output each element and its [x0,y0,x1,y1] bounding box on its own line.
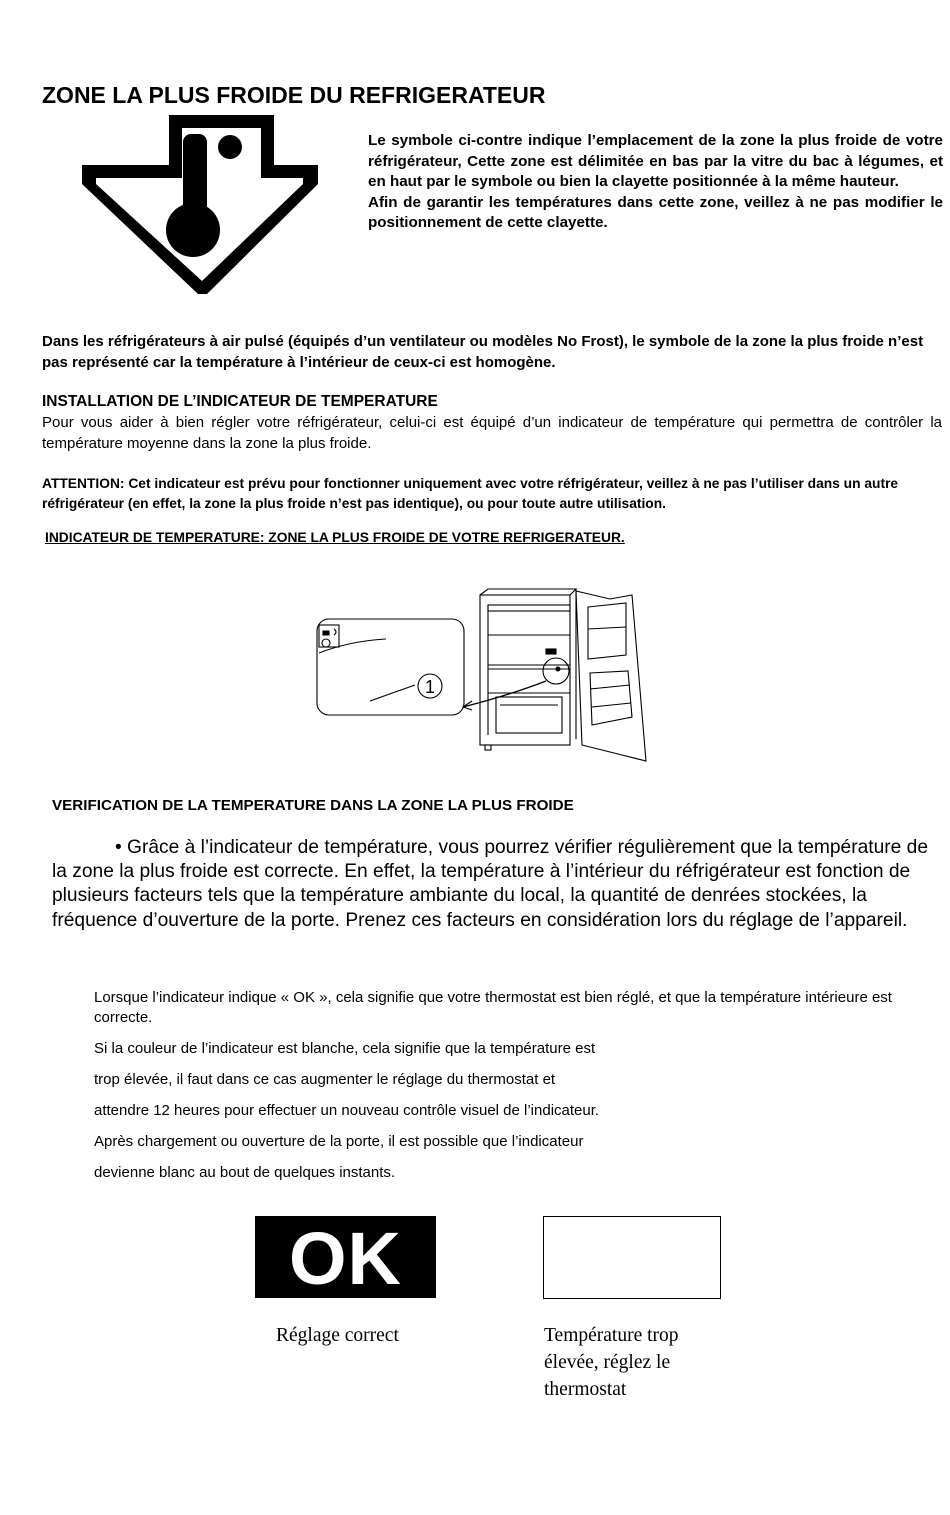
white-caption-line: Température trop [544,1325,679,1346]
ok-indicator-caption: Réglage correct [276,1325,399,1346]
white-explanation-line-1: Si la couleur de l’indicateur est blanche, cela signifie que la température est [94,1040,596,1057]
ok-explanation: Lorsque l’indicateur indique « OK », cela signifie que votre thermostat est bien réglé, et que la température intérieure est correcte. [94,989,892,1026]
page-title: ZONE LA PLUS FROIDE DU REFRIGERATEUR [42,82,546,108]
intro-paragraph-warning: Afin de garantir les températures dans cette zone, veillez à ne pas modifier le positionnement de cette clayette. [368,193,943,231]
white-explanation-line-4: Après chargement ou ouverture de la porte, il est possible que l’indicateur [94,1133,584,1150]
fridge-indicator-illustration [310,585,660,770]
intro-paragraph: Le symbole ci-contre indique l’emplacement de la zone la plus froide de votre réfrigérateur, Cette zone est délimitée en bas par la vitre du bac à légumes, et en haut par le symbole ou bien la clayette positionnée à la même hauteur. [368,132,943,190]
white-explanation-line-3: attendre 12 heures pour effectuer un nouveau contrôle visuel de l’indicateur. [94,1102,600,1119]
coldest-zone-symbol-icon [76,110,326,300]
installation-text: Pour vous aider à bien régler votre réfrigérateur, celui-ci est équipé d’un indicateur de température qui permettra de contrôler la température moyenne dans la zone la plus froide. [42,414,942,452]
verification-body: • Grâce à l’indicateur de température, vous pourrez vérifier régulièrement que la température de la zone la plus froide est correcte. En effet, la température à l’intérieur du réfrigérateur est fonction de plusieurs facteurs tels que la température ambiante du local, la quantité de denrées stockées, la fréquence d’ouverture de la porte. Prenez ces facteurs en considération lors du réglage de l’appareil. [52,837,929,931]
indicator-figure-heading: INDICATEUR DE TEMPERATURE: ZONE LA PLUS FROIDE DE VOTRE REFRIGERATEUR. [45,530,625,545]
white-indicator-caption [544,1322,679,1403]
white-indicator [543,1216,721,1299]
white-caption-line: élevée, réglez le [544,1352,671,1373]
attention-note: ATTENTION: Cet indicateur est prévu pour fonctionner uniquement avec votre réfrigérateur, veillez à ne pas l’utiliser dans un autre réfrigérateur (en effet, la zone la plus froide n’est pas identique), ou pour toute autre utilisation. [42,476,899,511]
coldest-zone-intro [368,131,943,234]
verification-heading: VERIFICATION DE LA TEMPERATURE DANS LA ZONE LA PLUS FROIDE [52,797,574,814]
forced-air-note: Dans les réfrigérateurs à air pulsé (équipés d’un ventilateur ou modèles No Frost), le symbole de la zone la plus froide n’est pas représenté car la température à l’intérieur de ceux-ci est homogène. [42,333,924,371]
ok-indicator: OK [255,1216,436,1298]
white-explanation-line-5: devienne blanc au bout de quelques instants. [94,1164,396,1181]
verification-text [52,836,932,933]
installation-heading: INSTALLATION DE L’INDICATEUR DE TEMPERATURE [42,393,438,410]
white-explanation-line-2: trop élevée, il faut dans ce cas augmenter le réglage du thermostat et [94,1071,556,1088]
white-caption-line: thermostat [544,1379,627,1400]
figure-callout-number: 1 [424,677,436,697]
